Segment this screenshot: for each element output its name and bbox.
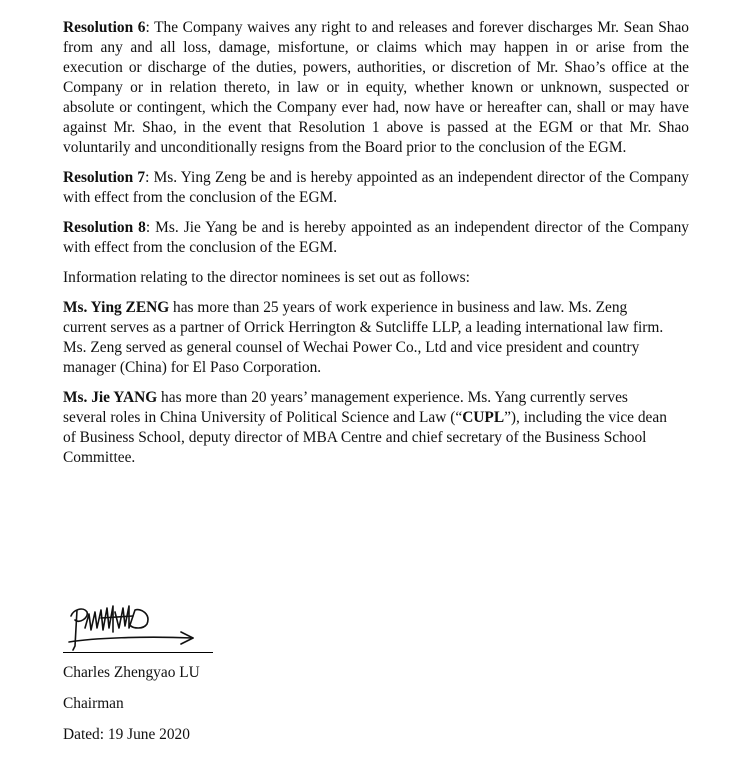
nominee-yang-name: Ms. Jie YANG <box>63 389 158 406</box>
nominee-zeng-text: has more than 25 years of work experience in business and law. Ms. Zeng current serves as a partner of Orrick Herrington & Sutcliffe LLP, a leading international law firm. Ms. Zeng served as general counsel of Wechai Power Co., Ltd and vice president and country manager (China) for El Paso Corporation. <box>63 299 664 376</box>
nominee-zeng <box>63 298 667 378</box>
nominee-yang-text-before: has more than 20 years’ management experience. Ms. Yang currently serves several roles in China University of Political Science and Law (“ <box>63 389 628 426</box>
signatory-title: Chairman <box>63 695 124 712</box>
signature-line <box>63 652 213 653</box>
nominee-yang-abbr: CUPL <box>462 409 505 426</box>
document-body <box>63 18 689 478</box>
resolution-6-text: : The Company waives any right to and releases and forever discharges Mr. Sean Shao from any and all loss, damage, misfortune, or claims which may happen in or arise from the execution or discharge of the duties, powers, authorities, or discretion of Mr. Shao’s office at the Company or in relation thereto, in law or in equity, whether known or unknown, suspected or absolute or contingent, which the Company ever had, now have or hereafter can, shall or may have against Mr. Shao, in the event that Resolution 1 above is passed at the EGM or that Mr. Shao voluntarily and unconditionally resigns from the Board prior to the conclusion of the EGM. <box>63 19 689 156</box>
resolution-7-text: : Ms. Ying Zeng be and is hereby appointed as an independent director of the Company with effect from the conclusion of the EGM. <box>63 169 690 206</box>
nominee-yang-text-after: ”), including the vice dean of Business School, deputy director of MBA Centre and chief secretary of the Business School Committee. <box>63 409 667 466</box>
signature-image <box>63 598 223 656</box>
resolution-7 <box>63 168 689 208</box>
signatory-name: Charles Zhengyao LU <box>63 664 200 681</box>
resolution-6 <box>63 18 689 158</box>
resolution-8-text: : Ms. Jie Yang be and is hereby appointed as an independent director of the Company with effect from the conclusion of the EGM. <box>63 219 689 256</box>
resolution-8-label: Resolution 8 <box>63 219 146 236</box>
dated-line: Dated: 19 June 2020 <box>63 726 190 743</box>
nominee-yang <box>63 388 667 468</box>
nominee-intro: Information relating to the director nominees is set out as follows: <box>63 269 470 286</box>
resolution-8 <box>63 218 689 258</box>
resolution-7-label: Resolution 7 <box>63 169 146 186</box>
nominee-zeng-name: Ms. Ying ZENG <box>63 299 170 316</box>
resolution-6-label: Resolution 6 <box>63 19 146 36</box>
